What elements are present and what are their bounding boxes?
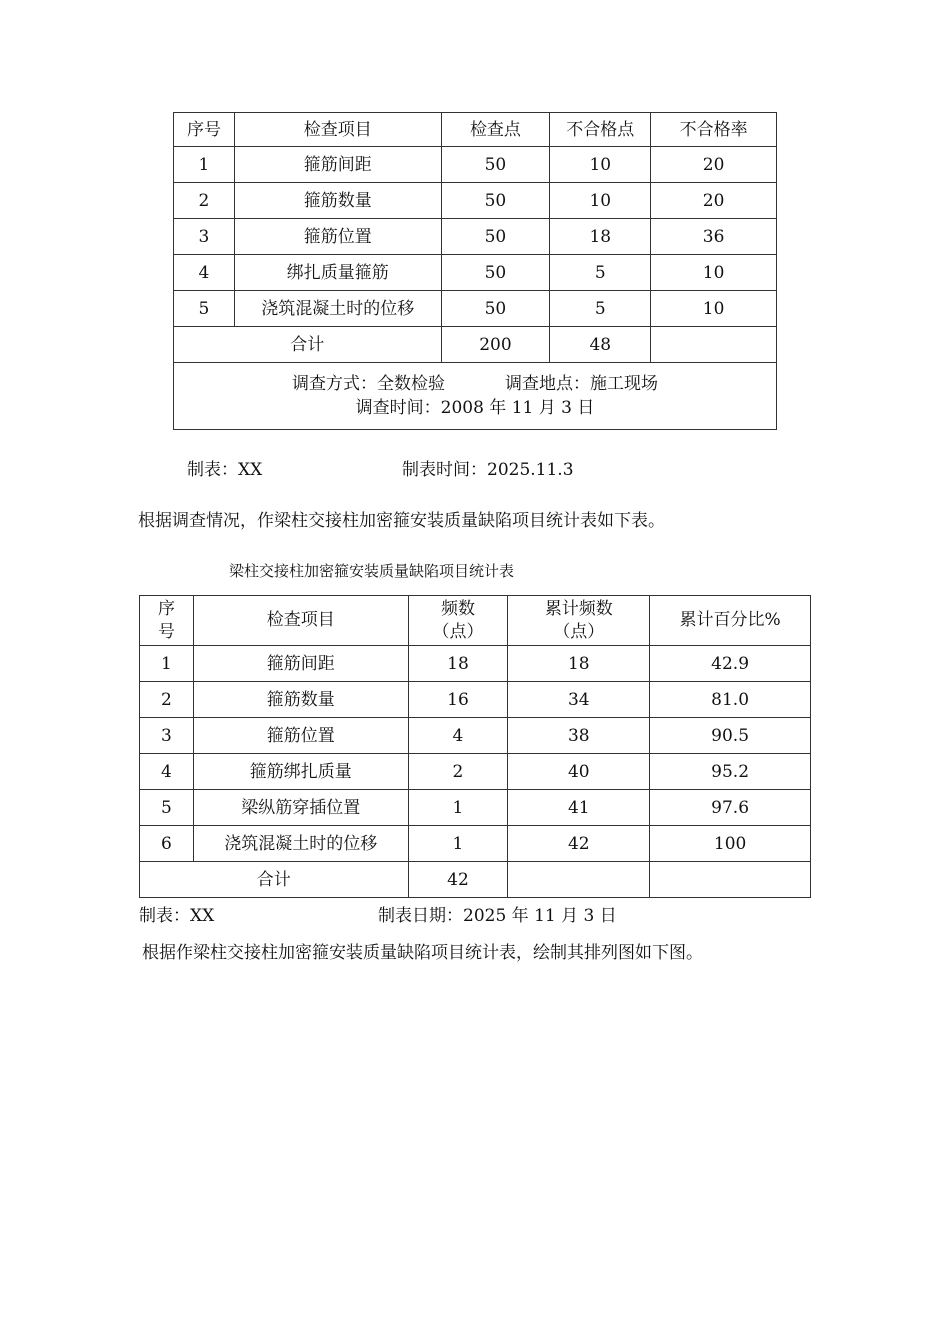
table-row bbox=[140, 718, 811, 754]
cell: 箍筋绑扎质量 bbox=[193, 754, 408, 790]
paragraph: 根据作梁柱交接柱加密箍安装质量缺陷项目统计表，绘制其排列图如下图。 bbox=[142, 943, 703, 963]
cell: 6 bbox=[140, 826, 194, 862]
total-fails: 48 bbox=[550, 327, 651, 363]
cell: 40 bbox=[508, 754, 650, 790]
survey-table bbox=[173, 112, 777, 430]
header-text: 累计频数 bbox=[544, 598, 613, 619]
cell: 18 bbox=[508, 646, 650, 682]
cell: 36 bbox=[651, 219, 777, 255]
table-time: 制表时间：2025.11.3 bbox=[402, 460, 574, 480]
header-cell: 累计百分比% bbox=[650, 596, 811, 646]
cell: 2 bbox=[408, 754, 508, 790]
table-header-row bbox=[140, 596, 811, 646]
header-cell: 检查点 bbox=[441, 113, 550, 147]
cell: 95.2 bbox=[650, 754, 811, 790]
total-row bbox=[174, 327, 777, 363]
cell: 100 bbox=[650, 826, 811, 862]
table-row bbox=[174, 219, 777, 255]
paragraph: 根据调查情况，作梁柱交接柱加密箍安装质量缺陷项目统计表如下表。 bbox=[138, 511, 665, 531]
cell: 2 bbox=[174, 183, 235, 219]
header-text: （点） bbox=[553, 621, 605, 642]
cell: 50 bbox=[441, 183, 550, 219]
cell: 90.5 bbox=[650, 718, 811, 754]
cell: 1 bbox=[174, 147, 235, 183]
header-cell: 不合格点 bbox=[550, 113, 651, 147]
header-cell bbox=[508, 596, 650, 646]
header-cell: 不合格率 bbox=[651, 113, 777, 147]
cell: 4 bbox=[408, 718, 508, 754]
cell: 1 bbox=[140, 646, 194, 682]
table-row bbox=[140, 646, 811, 682]
cell: 38 bbox=[508, 718, 650, 754]
cell: 10 bbox=[651, 291, 777, 327]
cell: 97.6 bbox=[650, 790, 811, 826]
total-label: 合计 bbox=[140, 862, 409, 898]
header-cell: 序号 bbox=[174, 113, 235, 147]
survey-note bbox=[174, 363, 777, 430]
cell: 箍筋位置 bbox=[193, 718, 408, 754]
cell: 42 bbox=[508, 826, 650, 862]
cell: 4 bbox=[174, 255, 235, 291]
cell: 41 bbox=[508, 790, 650, 826]
cell: 50 bbox=[441, 219, 550, 255]
cell: 5 bbox=[140, 790, 194, 826]
cell: 18 bbox=[408, 646, 508, 682]
cell: 梁纵筋穿插位置 bbox=[193, 790, 408, 826]
table-maker: 制表：XX bbox=[187, 460, 263, 480]
defect-statistics-table bbox=[139, 595, 811, 898]
table-caption: 梁柱交接柱加密箍安装质量缺陷项目统计表 bbox=[229, 562, 515, 580]
header-cell bbox=[140, 596, 194, 646]
table-row bbox=[140, 754, 811, 790]
header-text: 频数 bbox=[440, 598, 475, 619]
header-cell: 检查项目 bbox=[193, 596, 408, 646]
total-row bbox=[140, 862, 811, 898]
survey-method: 调查方式：全数检验 bbox=[292, 374, 445, 394]
cell: 50 bbox=[441, 291, 550, 327]
total-cum bbox=[508, 862, 650, 898]
cell: 10 bbox=[550, 147, 651, 183]
cell: 10 bbox=[651, 255, 777, 291]
cell: 20 bbox=[651, 147, 777, 183]
cell: 34 bbox=[508, 682, 650, 718]
header-cell: 检查项目 bbox=[234, 113, 441, 147]
header-text: （点） bbox=[432, 621, 484, 642]
cell: 箍筋间距 bbox=[193, 646, 408, 682]
cell: 3 bbox=[174, 219, 235, 255]
cell: 20 bbox=[651, 183, 777, 219]
header-cell bbox=[408, 596, 508, 646]
cell: 箍筋数量 bbox=[193, 682, 408, 718]
cell: 5 bbox=[550, 291, 651, 327]
cell: 1 bbox=[408, 826, 508, 862]
cell: 1 bbox=[408, 790, 508, 826]
cell: 5 bbox=[174, 291, 235, 327]
table-row bbox=[140, 682, 811, 718]
cell: 42.9 bbox=[650, 646, 811, 682]
table-date: 制表日期：2025 年 11 月 3 日 bbox=[378, 906, 617, 926]
cell: 5 bbox=[550, 255, 651, 291]
cell: 箍筋位置 bbox=[234, 219, 441, 255]
cell: 3 bbox=[140, 718, 194, 754]
cell: 10 bbox=[550, 183, 651, 219]
note-row bbox=[174, 363, 777, 430]
cell: 16 bbox=[408, 682, 508, 718]
cell: 81.0 bbox=[650, 682, 811, 718]
survey-place: 调查地点：施工现场 bbox=[505, 374, 658, 394]
cell: 18 bbox=[550, 219, 651, 255]
cell: 箍筋数量 bbox=[234, 183, 441, 219]
table-row bbox=[174, 291, 777, 327]
table-row bbox=[140, 826, 811, 862]
cell: 4 bbox=[140, 754, 194, 790]
total-rate bbox=[651, 327, 777, 363]
total-label: 合计 bbox=[174, 327, 442, 363]
header-text: 号 bbox=[157, 621, 175, 642]
total-points: 200 bbox=[441, 327, 550, 363]
cell: 50 bbox=[441, 147, 550, 183]
cell: 浇筑混凝土时的位移 bbox=[234, 291, 441, 327]
cell: 50 bbox=[441, 255, 550, 291]
total-pct bbox=[650, 862, 811, 898]
header-text: 序 bbox=[157, 598, 175, 619]
survey-time: 调查时间：2008 年 11 月 3 日 bbox=[355, 398, 595, 418]
total-freq: 42 bbox=[408, 862, 508, 898]
cell: 2 bbox=[140, 682, 194, 718]
table-row bbox=[140, 790, 811, 826]
cell: 绑扎质量箍筋 bbox=[234, 255, 441, 291]
cell: 浇筑混凝土时的位移 bbox=[193, 826, 408, 862]
table-header-row bbox=[174, 113, 777, 147]
table-row bbox=[174, 255, 777, 291]
table-maker: 制表：XX bbox=[139, 906, 215, 926]
cell: 箍筋间距 bbox=[234, 147, 441, 183]
table-row bbox=[174, 147, 777, 183]
table-row bbox=[174, 183, 777, 219]
